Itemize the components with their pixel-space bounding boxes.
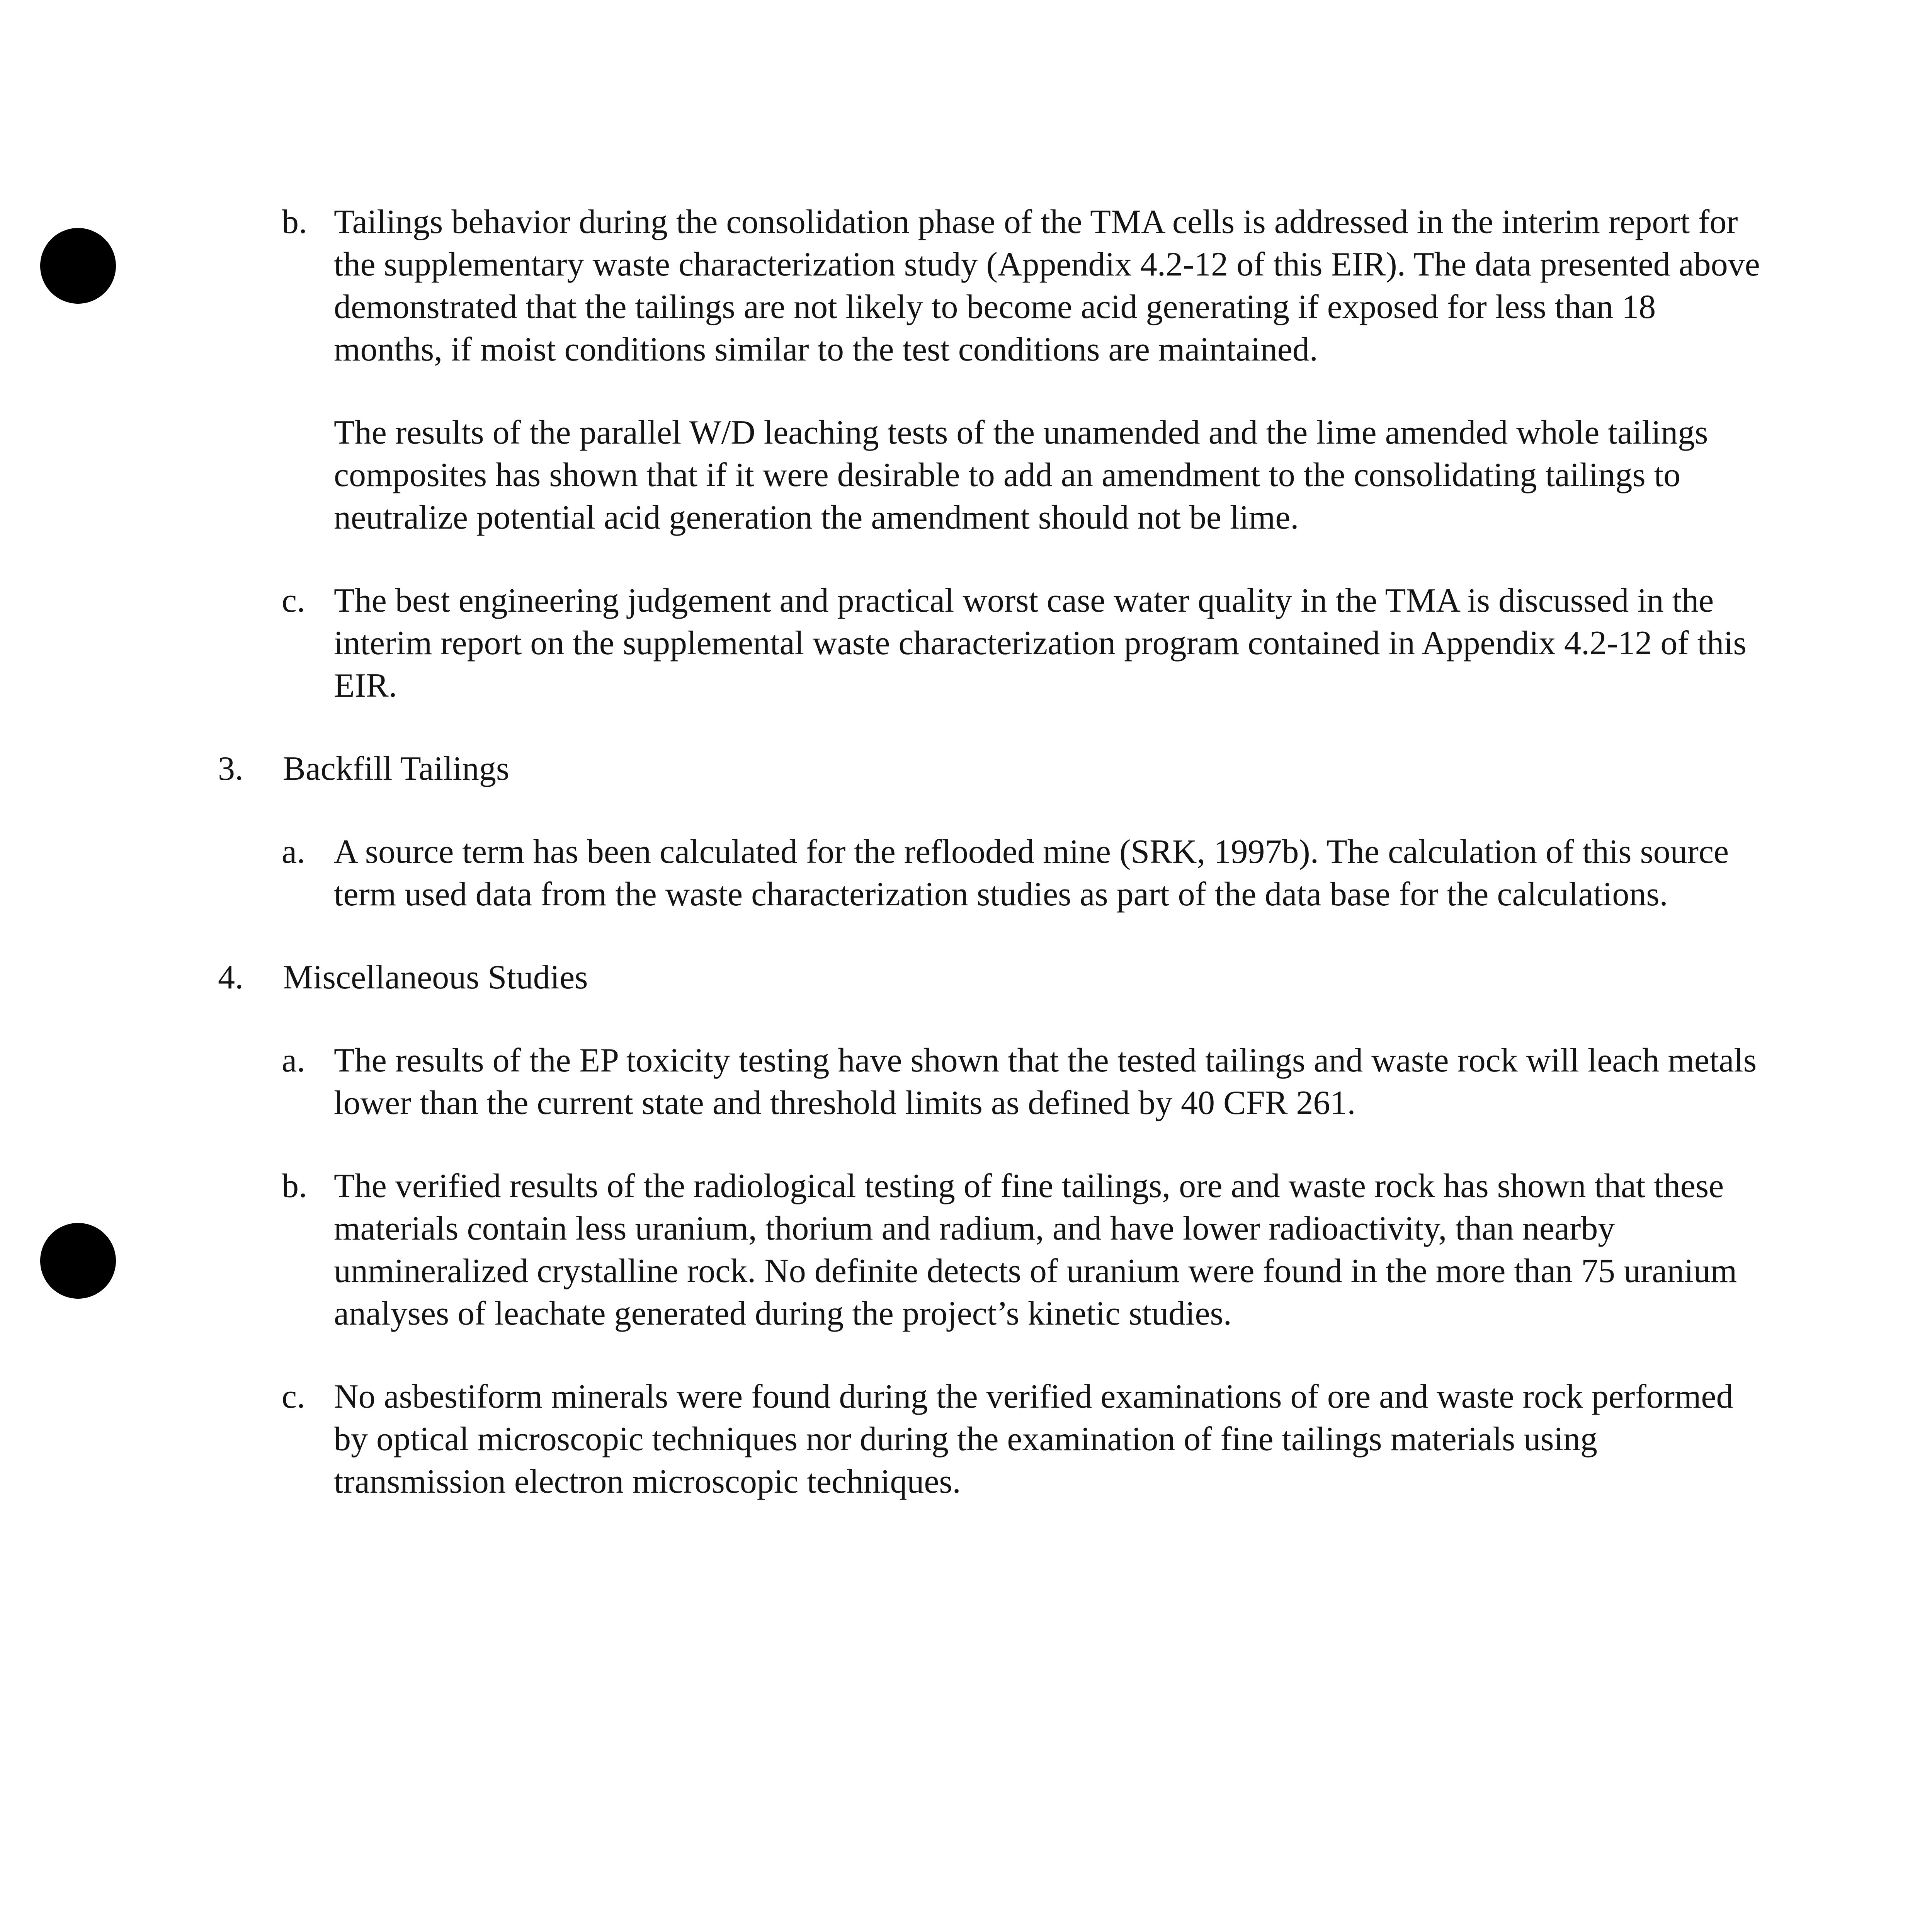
section-title: Backfill Tailings xyxy=(283,750,510,787)
punch-hole-top xyxy=(40,228,116,304)
list-marker: a. xyxy=(282,833,306,871)
list-marker: a. xyxy=(282,1042,306,1079)
list-marker: c. xyxy=(282,1378,306,1415)
list-marker: b. xyxy=(282,1167,307,1205)
list-item-4a xyxy=(218,1039,1767,1124)
list-marker: b. xyxy=(282,203,307,241)
punch-hole-middle xyxy=(40,1223,116,1299)
list-item-3a xyxy=(218,831,1767,916)
list-item-c-water-quality xyxy=(218,580,1767,707)
paragraph: The best engineering judgement and practical worst case water quality in the TMA is discussed in the interim report on the supplemental waste characterization program contained in Appendix 4.2-12 of this EIR. xyxy=(334,582,1747,704)
document-body xyxy=(218,201,1767,1503)
paragraph: The results of the EP toxicity testing have shown that the tested tailings and waste rock will leach metals lower than the current state and threshold limits as defined by 40 CFR 261. xyxy=(334,1042,1757,1122)
paragraph-continuation: The results of the parallel W/D leaching tests of the unamended and the lime amended whole tailings composites has shown that if it were desirable to add an amendment to the consolidating tailings to neutralize potential acid generation the amendment should not be lime. xyxy=(334,414,1708,536)
section-number: 4. xyxy=(218,959,243,996)
paragraph: A source term has been calculated for the reflooded mine (SRK, 1997b). The calculation of this source term used data from the waste characterization studies as part of the data base for the calculations. xyxy=(334,833,1729,913)
list-item-4b xyxy=(218,1165,1767,1335)
paragraph: Tailings behavior during the consolidation phase of the TMA cells is addressed in the interim report for the supplementary waste characterization study (Appendix 4.2-12 of this EIR). The data presented above demonstrated that the tailings are not likely to become acid generating if exposed for less than 18 months, if moist conditions similar to the test conditions are maintained. xyxy=(334,203,1760,368)
list-marker: c. xyxy=(282,582,306,619)
paragraph: The verified results of the radiological testing of fine tailings, ore and waste rock has shown that these materials contain less uranium, thorium and radium, and have lower radioactivity, than nearby unmineralized crystalline rock. No definite detects of uranium were found in the more than 75 uranium analyses of leachate generated during the project’s kinetic studies. xyxy=(334,1167,1737,1332)
section-number: 3. xyxy=(218,750,243,787)
section-heading-3 xyxy=(218,748,1767,790)
section-heading-4 xyxy=(218,956,1767,999)
paragraph: No asbestiform minerals were found during the verified examinations of ore and waste rock performed by optical microscopic techniques nor during the examination of fine tailings materials using transmission electron microscopic techniques. xyxy=(334,1378,1733,1500)
list-item-b-consolidation xyxy=(218,201,1767,371)
list-item-4c xyxy=(218,1376,1767,1503)
section-title: Miscellaneous Studies xyxy=(283,959,588,996)
